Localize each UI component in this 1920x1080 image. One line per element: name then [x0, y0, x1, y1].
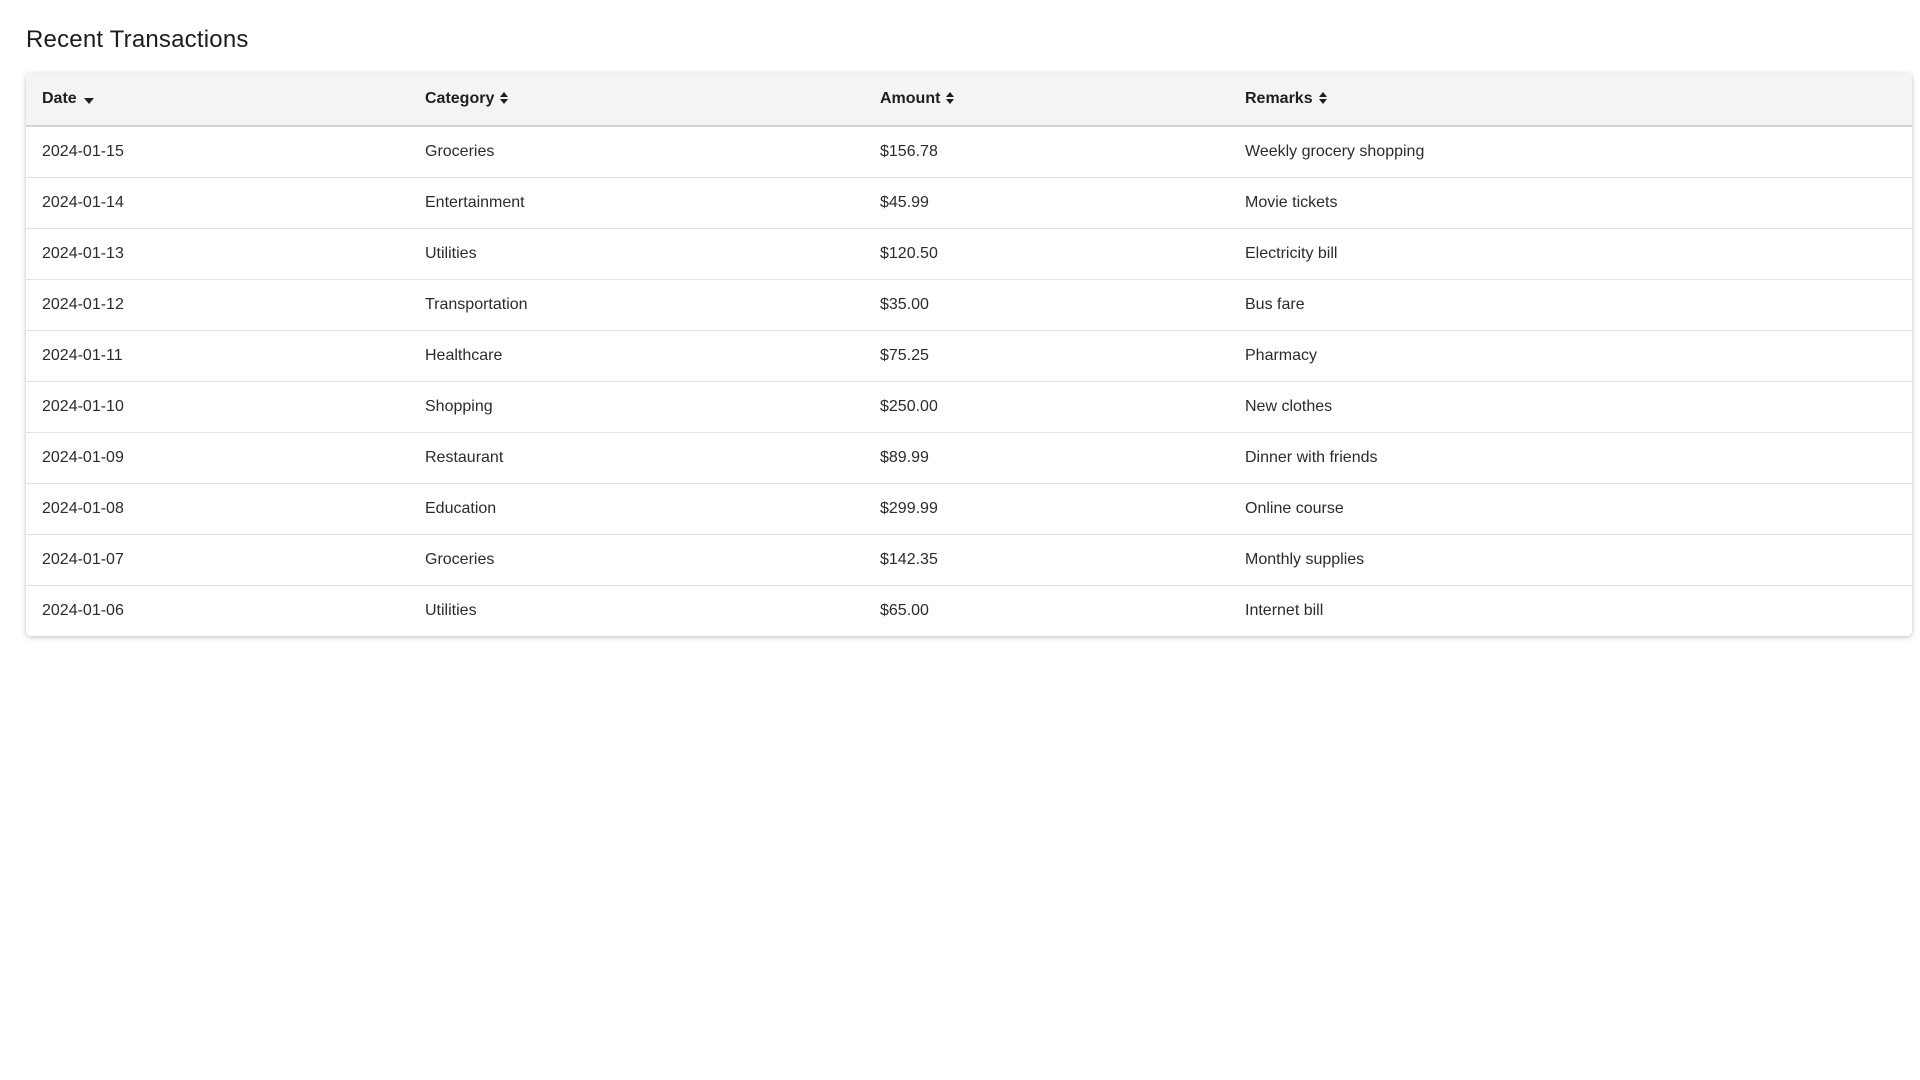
sort-icon: [946, 92, 954, 104]
cell-category: Healthcare: [409, 330, 864, 381]
column-header-remarks-label: Remarks: [1245, 89, 1313, 107]
table-row: [26, 279, 1912, 330]
table-row: [26, 534, 1912, 585]
cell-amount: $299.99: [864, 483, 1229, 534]
cell-date: 2024-01-08: [26, 483, 409, 534]
column-header-date-label: Date: [42, 89, 77, 107]
table-row: [26, 381, 1912, 432]
header-row: [26, 73, 1912, 126]
cell-category: Groceries: [409, 534, 864, 585]
cell-amount: $65.00: [864, 585, 1229, 636]
cell-remarks: New clothes: [1229, 381, 1912, 432]
cell-date: 2024-01-09: [26, 432, 409, 483]
transactions-table: [26, 73, 1912, 636]
cell-remarks: Internet bill: [1229, 585, 1912, 636]
transactions-card: [26, 73, 1912, 636]
cell-amount: $45.99: [864, 177, 1229, 228]
column-header-date[interactable]: [26, 73, 409, 126]
table-row: [26, 483, 1912, 534]
cell-amount: $142.35: [864, 534, 1229, 585]
column-header-remarks[interactable]: [1229, 73, 1912, 126]
table-body: [26, 126, 1912, 636]
sort-descending-icon: [84, 98, 94, 104]
cell-date: 2024-01-14: [26, 177, 409, 228]
cell-remarks: Online course: [1229, 483, 1912, 534]
cell-category: Restaurant: [409, 432, 864, 483]
cell-date: 2024-01-06: [26, 585, 409, 636]
table-row: [26, 330, 1912, 381]
column-header-amount[interactable]: [864, 73, 1229, 126]
table-row: [26, 126, 1912, 178]
table-row: [26, 432, 1912, 483]
cell-amount: $156.78: [864, 126, 1229, 178]
cell-date: 2024-01-12: [26, 279, 409, 330]
cell-amount: $250.00: [864, 381, 1229, 432]
sort-icon: [1319, 92, 1327, 104]
column-header-amount-label: Amount: [880, 89, 941, 107]
cell-category: Entertainment: [409, 177, 864, 228]
page-title: Recent Transactions: [26, 26, 249, 53]
cell-remarks: Pharmacy: [1229, 330, 1912, 381]
cell-amount: $89.99: [864, 432, 1229, 483]
cell-remarks: Electricity bill: [1229, 228, 1912, 279]
cell-amount: $120.50: [864, 228, 1229, 279]
table-header: [26, 73, 1912, 126]
cell-remarks: Dinner with friends: [1229, 432, 1912, 483]
table-row: [26, 585, 1912, 636]
cell-date: 2024-01-07: [26, 534, 409, 585]
cell-date: 2024-01-15: [26, 126, 409, 178]
cell-category: Utilities: [409, 585, 864, 636]
table-row: [26, 228, 1912, 279]
cell-amount: $75.25: [864, 330, 1229, 381]
cell-amount: $35.00: [864, 279, 1229, 330]
cell-date: 2024-01-11: [26, 330, 409, 381]
cell-category: Shopping: [409, 381, 864, 432]
column-header-category[interactable]: [409, 73, 864, 126]
table-row: [26, 177, 1912, 228]
cell-date: 2024-01-10: [26, 381, 409, 432]
cell-remarks: Monthly supplies: [1229, 534, 1912, 585]
sort-icon: [500, 92, 508, 104]
cell-category: Education: [409, 483, 864, 534]
cell-remarks: Weekly grocery shopping: [1229, 126, 1912, 178]
cell-category: Transportation: [409, 279, 864, 330]
cell-date: 2024-01-13: [26, 228, 409, 279]
cell-remarks: Bus fare: [1229, 279, 1912, 330]
cell-category: Utilities: [409, 228, 864, 279]
column-header-category-label: Category: [425, 89, 495, 107]
cell-remarks: Movie tickets: [1229, 177, 1912, 228]
cell-category: Groceries: [409, 126, 864, 178]
